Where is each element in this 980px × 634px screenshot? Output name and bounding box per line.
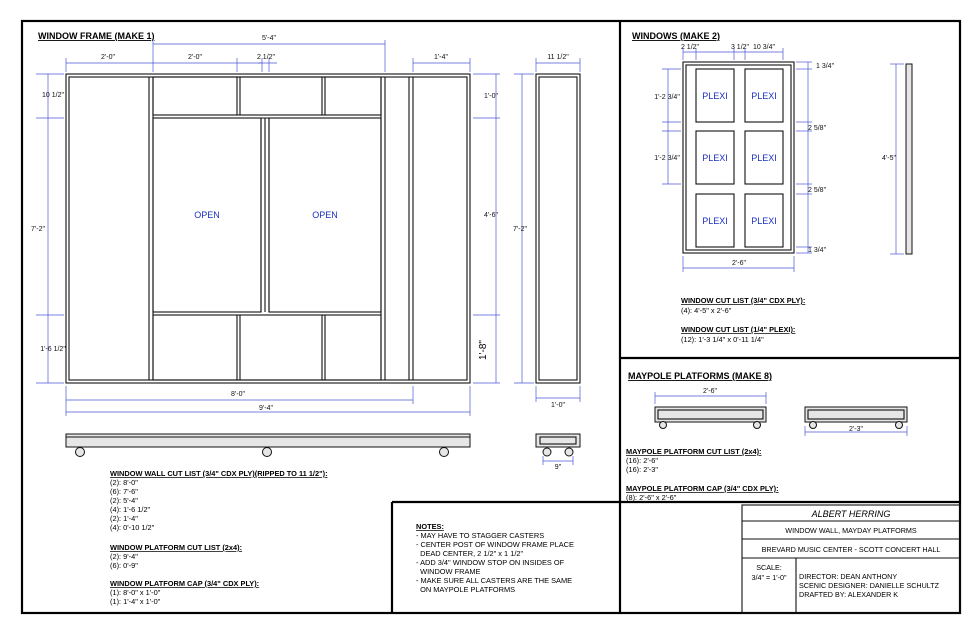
show-title: ALBERT HERRING xyxy=(811,509,891,519)
scale-label: SCALE: xyxy=(756,563,782,572)
dim-window-left-b: 1'-2 3/4" xyxy=(654,155,680,162)
frame-right-dimension-lines xyxy=(473,74,500,383)
dim-left-height: 7'-2" xyxy=(31,226,45,233)
list-item: (1): 8'-0" x 1'-0" xyxy=(110,588,161,597)
window-frame-title: WINDOW FRAME (MAKE 1) xyxy=(38,31,155,41)
dim-window-side-height: 4'-5" xyxy=(882,155,896,162)
window-platform-cap-list xyxy=(110,579,259,606)
scenic-designer: SCENIC DESIGNER: DANIELLE SCHULTZ xyxy=(799,581,940,590)
dim-window-right-d: 1 3/4" xyxy=(808,247,827,254)
note-line: - CENTER POST OF WINDOW FRAME PLACE xyxy=(416,540,574,549)
dim-left-top: 10 1/2" xyxy=(42,92,64,99)
list-item: (4): 4'-5" x 2'-6" xyxy=(681,306,732,315)
plexi-cut-heading: WINDOW CUT LIST (1/4" PLEXI): xyxy=(681,325,796,334)
sheet-border xyxy=(22,21,960,613)
dim-window-left-a: 1'-2 3/4" xyxy=(654,94,680,101)
plexi-pane: PLEXI xyxy=(702,91,728,101)
wall-cut-heading: WINDOW WALL CUT LIST (3/4" CDX PLY)(RIPPED TO 11 1/2"): xyxy=(110,469,328,478)
list-item: (2): 1'-4" xyxy=(110,514,138,523)
director: DIRECTOR: DEAN ANTHONY xyxy=(799,572,898,581)
dim-right-mid: 4'-6" xyxy=(484,212,498,219)
maypole-cap-heading: MAYPOLE PLATFORM CAP (3/4" CDX PLY): xyxy=(626,484,779,493)
window-cut-heading: WINDOW CUT LIST (3/4" CDX PLY): xyxy=(681,296,806,305)
scale-value: 3/4" = 1'-0" xyxy=(751,573,787,582)
list-item: (12): 1'-3 1/4" x 0'-11 1/4" xyxy=(681,335,764,344)
note-line: - ADD 3/4" WINDOW STOP ON INSIDES OF xyxy=(416,558,565,567)
window-frame-elevation xyxy=(66,74,470,383)
list-item: (16): 2'-3" xyxy=(626,465,658,474)
windows-title: WINDOWS (MAKE 2) xyxy=(632,31,720,41)
list-item: (4): 1'-6 1/2" xyxy=(110,505,151,514)
dim-window-top-a: 2 1/2" xyxy=(680,44,700,51)
dim-seg2: 2'-0" xyxy=(188,54,202,61)
dim-maypole-short: 2'-3" xyxy=(849,426,863,433)
list-item: (8): 2'-6" x 2'-6" xyxy=(626,493,677,502)
maypole-platform-elevation xyxy=(655,392,766,429)
window-wall-cut-list xyxy=(110,469,328,532)
dim-right-upper: 1'-0" xyxy=(484,93,498,100)
window-platform-cut-list xyxy=(110,543,242,570)
platform-cap-heading: WINDOW PLATFORM CAP (3/4" CDX PLY): xyxy=(110,579,260,588)
open-label-right: OPEN xyxy=(312,210,338,220)
maypole-cut-lists xyxy=(626,447,779,502)
dim-side-bottom: 1'-0" xyxy=(551,402,565,409)
open-label-left: OPEN xyxy=(194,210,220,220)
note-line: - MAKE SURE ALL CASTERS ARE THE SAME xyxy=(416,576,573,585)
maypole-cut-heading: MAYPOLE PLATFORM CUT LIST (2x4): xyxy=(626,447,762,456)
plexi-pane: PLEXI xyxy=(702,153,728,163)
notes-block xyxy=(416,522,574,594)
dim-window-top-c: 10 3/4" xyxy=(753,44,775,51)
window-platform-side xyxy=(536,434,580,465)
plexi-pane: PLEXI xyxy=(751,216,777,226)
platform-cut-heading: WINDOW PLATFORM CUT LIST (2x4): xyxy=(110,543,243,552)
note-line: ON MAYPOLE PLATFORMS xyxy=(416,585,516,594)
dim-seg1: 2'-0" xyxy=(101,54,115,61)
list-item: (6): 0'-9" xyxy=(110,561,138,570)
drafter: DRAFTED BY: ALEXANDER K xyxy=(799,590,899,599)
dim-side-height: 7'-2" xyxy=(513,226,527,233)
plexi-pane: PLEXI xyxy=(702,216,728,226)
dim-bottom-inner: 8'-0" xyxy=(231,391,245,398)
note-line: WINDOW FRAME xyxy=(416,567,481,576)
window-sash-elevation xyxy=(683,62,794,253)
dim-seg3: 2 1/2" xyxy=(256,54,276,61)
dim-window-top-b: 3 1/2" xyxy=(730,44,750,51)
list-item: (4): 0'-10 1/2" xyxy=(110,523,155,532)
dim-window-right-c: 2 5/8" xyxy=(808,187,827,194)
dim-window-right-a: 1 3/4" xyxy=(816,63,835,70)
note-line: - MAY HAVE TO STAGGER CASTERS xyxy=(416,531,545,540)
dim-right-top: 1'-4" xyxy=(434,54,448,61)
dim-bottom-overall: 9'-4" xyxy=(259,405,273,412)
dim-window-bottom: 2'-6" xyxy=(732,260,746,267)
list-item: (2): 9'-4" xyxy=(110,552,138,561)
dim-caster-width: 9" xyxy=(554,464,562,471)
window-dimension-lines xyxy=(662,48,812,272)
dim-overall-top: 5'-4" xyxy=(262,35,276,42)
window-cut-lists xyxy=(681,296,805,344)
plexi-pane: PLEXI xyxy=(751,153,777,163)
maypole-title: MAYPOLE PLATFORMS (MAKE 8) xyxy=(628,371,773,381)
list-item: (2): 5'-4" xyxy=(110,496,138,505)
list-item: (16): 2'-6" xyxy=(626,456,658,465)
dim-maypole-long: 2'-6" xyxy=(703,388,717,395)
notes-heading: NOTES: xyxy=(416,522,444,531)
dim-window-right-b: 2 5/8" xyxy=(808,125,827,132)
plexi-pane: PLEXI xyxy=(751,91,777,101)
list-item: (6): 7'-6" xyxy=(110,487,138,496)
dim-right-lower: 1'-8" xyxy=(478,340,489,360)
venue: BREVARD MUSIC CENTER - SCOTT CONCERT HALL xyxy=(761,545,941,554)
list-item: (1): 1'-4" x 1'-0" xyxy=(110,597,161,606)
sheet-title: WINDOW WALL, MAYDAY PLATFORMS xyxy=(785,526,917,535)
window-platform-elevation xyxy=(66,434,470,457)
note-line: DEAD CENTER, 2 1/2" x 1 1/2" xyxy=(416,549,524,558)
list-item: (2): 8'-0" xyxy=(110,478,138,487)
dim-side-depth: 11 1/2" xyxy=(547,54,569,61)
dim-left-bottom: 1'-6 1/2" xyxy=(40,346,66,353)
